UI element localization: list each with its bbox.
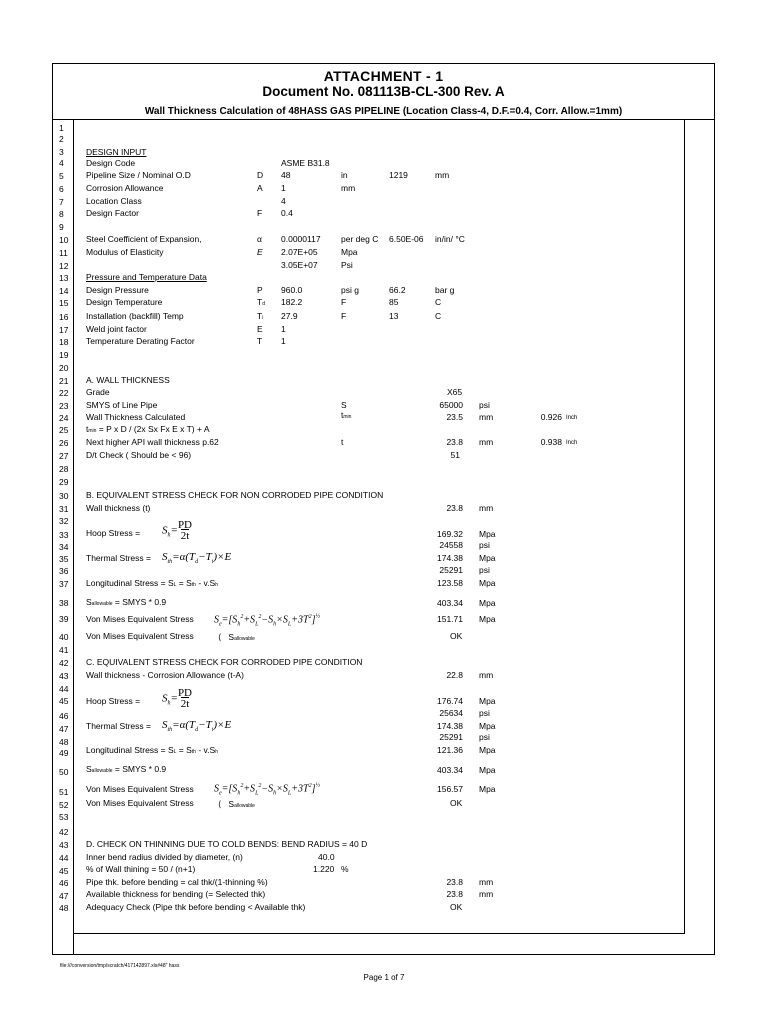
pipe-thk-label: Pipe thk. before bending = cal thk/(1-thinning %) — [86, 877, 268, 887]
row-number: 25 — [59, 425, 69, 435]
row-number: 16 — [59, 312, 69, 322]
row-number: 37 — [59, 579, 69, 589]
row-number: 46 — [59, 711, 69, 721]
c-wall-value: 22.8 — [446, 670, 463, 680]
c-allowable-value: 403.34 — [437, 765, 463, 775]
wt-calc-label: Wall Thickness Calculated — [86, 412, 186, 422]
row-number: 24 — [59, 413, 69, 423]
b-thermal-formula: $S_{th}=\alpha(T_d-T_i)\times E$ — [162, 551, 232, 566]
install-temp-label: Installation (backfill) Temp — [86, 311, 184, 321]
pipe-size-mm: 1219 — [389, 170, 408, 180]
c-hoop-mpa-unit: Mpa — [479, 696, 496, 706]
row-number: 3 — [59, 147, 64, 157]
avail-thk-value: 23.8 — [446, 889, 463, 899]
next-api-symbol: t — [341, 437, 344, 447]
page-number: Page 1 of 7 — [363, 973, 405, 982]
thinning-unit: % — [341, 864, 349, 874]
b-hoop-label: Hoop Stress = — [86, 528, 141, 538]
b-longitudinal-unit: Mpa — [479, 578, 496, 588]
temperature-f-unit: F — [341, 297, 347, 307]
c-hoop-psi: 25634 — [439, 708, 463, 718]
section-c-heading: C. EQUIVALENT STRESS CHECK FOR CORRODED PIPE CONDITION — [86, 657, 363, 667]
pressure-barg: 66.2 — [389, 285, 406, 295]
smys-unit: psi — [479, 400, 490, 410]
row-number: 12 — [59, 261, 69, 271]
b-vonmises-unit: Mpa — [479, 614, 496, 624]
row-number: 48 — [59, 737, 69, 747]
b-vonmises-check-label: Von Mises Equivalent Stress — [86, 631, 194, 641]
row-number: 15 — [59, 298, 69, 308]
row-number: 29 — [59, 477, 69, 487]
dt-check-value: 51 — [450, 450, 460, 460]
b-allowable-label: Sallowable = SMYS * 0.9 — [86, 597, 167, 607]
row-number: 14 — [59, 286, 69, 296]
row-number: 30 — [59, 491, 69, 501]
steel-coef-value-2: 6.50E-06 — [389, 234, 424, 244]
b-vonmises-label: Von Mises Equivalent Stress — [86, 614, 194, 624]
row-number: 38 — [59, 598, 69, 608]
c-allowable-unit: Mpa — [479, 765, 496, 775]
row-number: 47 — [59, 724, 69, 734]
pressure-label: Design Pressure — [86, 285, 149, 295]
temperature-f: 182.2 — [281, 297, 303, 307]
wt-calc-value: 23.5 — [446, 412, 463, 422]
row-number: 46 — [59, 878, 69, 888]
b-hoop-formula: $S_h=PD$ 2t — [162, 519, 192, 542]
row-number: 8 — [59, 209, 64, 219]
row-number: 6 — [59, 184, 64, 194]
corrosion-unit: mm — [341, 183, 356, 193]
pipe-thk-value: 23.8 — [446, 877, 463, 887]
c-thermal-mpa: 174.38 — [437, 721, 463, 731]
steel-coef-symbol: α — [257, 234, 262, 244]
row-number: 44 — [59, 853, 69, 863]
temperature-c: 85 — [389, 297, 399, 307]
c-thermal-label: Thermal Stress = — [86, 721, 151, 731]
wt-calc-unit: mm — [479, 412, 494, 422]
b-hoop-mpa: 169.32 — [437, 529, 463, 539]
c-wall-label: Wall thickness - Corrosion Allowance (t-A) — [86, 670, 244, 680]
dt-check-label: D/t Check ( Should be < 96) — [86, 450, 192, 460]
row-number: 44 — [59, 684, 69, 694]
pipe-size-in: 48 — [281, 170, 291, 180]
c-vonmises-value: 156.57 — [437, 784, 463, 794]
row-number: 7 — [59, 197, 64, 207]
install-temp-symbol: Ti — [257, 311, 264, 321]
adequacy-label: Adequacy Check (Pipe thk before bending < Available thk) — [86, 902, 306, 912]
row-number: 10 — [59, 235, 69, 245]
c-hoop-formula: $S_h=PD$ 2t — [162, 687, 192, 710]
b-allowable-value: 403.34 — [437, 598, 463, 608]
b-thermal-mpa-unit: Mpa — [479, 553, 496, 563]
avail-thk-label: Available thickness for bending (= Selected thk) — [86, 889, 266, 899]
c-hoop-label: Hoop Stress = — [86, 696, 141, 706]
temperature-c-unit: C — [435, 297, 442, 307]
pressure-symbol: P — [257, 285, 263, 295]
row-number: 42 — [59, 827, 69, 837]
next-api-value: 23.8 — [446, 437, 463, 447]
steel-coef-unit-2: in/in/ °C — [435, 234, 465, 244]
row-number: 26 — [59, 438, 69, 448]
inner-bend-label: Inner bend radius divided by diameter, (n) — [86, 852, 243, 862]
corrosion-label: Corrosion Allowance — [86, 183, 164, 193]
pt-heading: Pressure and Temperature Data — [86, 272, 207, 282]
attachment-title: ATTACHMENT - 1 — [323, 68, 444, 84]
b-longitudinal-label: Longitudinal Stress = SL = Sth - v.Sh — [86, 578, 218, 588]
next-api-inch: 0.938 — [540, 437, 562, 447]
row-number: 40 — [59, 632, 69, 642]
b-hoop-psi: 24558 — [439, 540, 463, 550]
smys-value: 65000 — [439, 400, 463, 410]
inner-bend-value: 40.0 — [318, 852, 335, 862]
wt-formula: tmin = P x D / (2x Sx Fx E x T) + A — [86, 424, 210, 434]
row-number: 48 — [59, 903, 69, 913]
b-thermal-mpa: 174.38 — [437, 553, 463, 563]
row-number: 21 — [59, 376, 69, 386]
row-number: 31 — [59, 504, 69, 514]
b-thermal-psi: 25291 — [439, 565, 463, 575]
row-number: 17 — [59, 325, 69, 335]
wt-calc-inch-unit: Inch — [566, 415, 578, 421]
pipe-size-in-unit: in — [341, 170, 348, 180]
row-number: 36 — [59, 566, 69, 576]
c-hoop-mpa: 176.74 — [437, 696, 463, 706]
b-hoop-mpa-unit: Mpa — [479, 529, 496, 539]
pipe-size-label: Pipeline Size / Nominal O.D — [86, 170, 191, 180]
c-thermal-psi: 25291 — [439, 732, 463, 742]
derating-label: Temperature Derating Factor — [86, 336, 195, 346]
b-wall-unit: mm — [479, 503, 494, 513]
c-vonmises-check-compare: ⟨ Sallowable — [218, 799, 255, 809]
row-number: 47 — [59, 891, 69, 901]
c-longitudinal-label: Longitudinal Stress = SL = Sth - v.Sh — [86, 745, 218, 755]
row-number: 20 — [59, 363, 69, 373]
design-code-value: ASME B31.8 — [281, 158, 330, 168]
row-number: 42 — [59, 658, 69, 668]
thinning-value: 1.220 — [313, 864, 335, 874]
thinning-label: % of Wall thining = 50 / (n+1) — [86, 864, 196, 874]
document-number: Document No. 081113B-CL-300 Rev. A — [262, 84, 505, 99]
row-number: 5 — [59, 171, 64, 181]
location-class-value: 4 — [281, 196, 286, 206]
modulus-mpa-unit: Mpa — [341, 247, 358, 257]
corrosion-value: 1 — [281, 183, 286, 193]
c-vonmises-label: Von Mises Equivalent Stress — [86, 784, 194, 794]
row-number: 45 — [59, 866, 69, 876]
b-hoop-psi-unit: psi — [479, 540, 490, 550]
weld-label: Weld joint factor — [86, 324, 147, 334]
wt-calc-inch: 0.926 — [540, 412, 562, 422]
c-vonmises-check-label: Von Mises Equivalent Stress — [86, 798, 194, 808]
b-thermal-psi-unit: psi — [479, 565, 490, 575]
b-wall-label: Wall thickness (t) — [86, 503, 151, 513]
temperature-symbol: Td — [257, 297, 265, 307]
row-number: 43 — [59, 671, 69, 681]
row-number: 11 — [59, 248, 68, 258]
row-number: 39 — [59, 614, 69, 624]
adequacy-value: OK — [450, 902, 463, 912]
next-api-inch-unit: Inch — [566, 440, 578, 446]
modulus-symbol: E — [257, 247, 263, 257]
design-code-label: Design Code — [86, 158, 136, 168]
c-vonmises-formula: $S_e=[S_h^2+S_L^2-S_h\times S_L+3T^2]^{\frac{1}{2}}$ — [214, 783, 320, 797]
c-thermal-mpa-unit: Mpa — [479, 721, 496, 731]
next-api-label: Next higher API wall thickness p.62 — [86, 437, 219, 447]
row-number: 19 — [59, 350, 69, 360]
row-number: 18 — [59, 337, 69, 347]
row-number: 32 — [59, 516, 69, 526]
modulus-psi-unit: Psi — [341, 260, 353, 270]
section-b-heading: B. EQUIVALENT STRESS CHECK FOR NON CORRODED PIPE CONDITION — [86, 490, 384, 500]
install-temp-f-unit: F — [341, 311, 347, 321]
smys-symbol: S — [341, 400, 347, 410]
section-a-heading: A. WALL THICKNESS — [86, 375, 170, 385]
row-number: 53 — [59, 812, 69, 822]
location-class-label: Location Class — [86, 196, 142, 206]
c-thermal-formula: $S_{th}=\alpha(T_d-T_i)\times E$ — [162, 719, 232, 734]
b-vonmises-formula: $S_e=[S_h^2+S_L^2-S_h\times S_L+3T^2]^{\frac{1}{2}}$ — [214, 614, 320, 628]
section-d-heading: D. CHECK ON THINNING DUE TO COLD BENDS: BEND RADIUS = 40 D — [86, 839, 368, 849]
design-factor-value: 0.4 — [281, 208, 293, 218]
row-number: 27 — [59, 451, 69, 461]
row-number: 28 — [59, 464, 69, 474]
steel-coef-unit: per deg C — [341, 234, 379, 244]
modulus-label: Modulus of Elasticity — [86, 247, 164, 257]
grade-label: Grade — [86, 387, 110, 397]
file-path: file:///conversion/tmp/scratch/417142897.xls#48" hass — [60, 963, 180, 969]
calculation-title: Wall Thickness Calculation of 48HASS GAS PIPELINE (Location Class-4, D.F.=0.4, Corr. Allow.=1mm) — [144, 106, 623, 117]
weld-symbol: E — [257, 324, 263, 334]
pipe-thk-unit: mm — [479, 877, 494, 887]
row-number: 9 — [59, 222, 64, 232]
row-number-column — [53, 119, 74, 954]
next-api-unit: mm — [479, 437, 494, 447]
temperature-label: Design Temperature — [86, 297, 163, 307]
derating-value: 1 — [281, 336, 286, 346]
row-number: 34 — [59, 542, 69, 552]
c-wall-unit: mm — [479, 670, 494, 680]
b-vonmises-check-value: OK — [450, 631, 463, 641]
install-temp-c-unit: C — [435, 311, 442, 321]
row-number: 22 — [59, 388, 69, 398]
grade-value: X65 — [447, 387, 463, 397]
wt-calc-symbol: tmin — [341, 410, 352, 420]
row-number: 2 — [59, 134, 64, 144]
row-number: 50 — [59, 767, 69, 777]
c-vonmises-check-value: OK — [450, 798, 463, 808]
c-longitudinal-value: 121.36 — [437, 745, 463, 755]
c-longitudinal-unit: Mpa — [479, 745, 496, 755]
design-factor-label: Design Factor — [86, 208, 139, 218]
row-number: 41 — [59, 645, 69, 655]
pipe-size-mm-unit: mm — [435, 170, 450, 180]
row-number: 45 — [59, 696, 69, 706]
weld-value: 1 — [281, 324, 286, 334]
derating-symbol: T — [257, 336, 263, 346]
c-vonmises-unit: Mpa — [479, 784, 496, 794]
c-hoop-psi-unit: psi — [479, 708, 490, 718]
b-thermal-label: Thermal Stress = — [86, 553, 151, 563]
design-factor-symbol: F — [257, 208, 263, 218]
b-longitudinal-value: 123.58 — [437, 578, 463, 588]
row-number: 52 — [59, 800, 69, 810]
steel-coef-value: 0.0000117 — [281, 234, 321, 244]
pipe-size-symbol: D — [257, 170, 264, 180]
install-temp-c: 13 — [389, 311, 399, 321]
b-vonmises-value: 151.71 — [437, 614, 463, 624]
smys-label: SMYS of Line Pipe — [86, 400, 158, 410]
pressure-psig-unit: psi g — [341, 285, 359, 295]
steel-coef-label: Steel Coefficient of Expansion, — [86, 234, 202, 244]
row-number: 35 — [59, 554, 69, 564]
row-number: 23 — [59, 401, 69, 411]
row-number: 1 — [59, 123, 64, 133]
worksheet — [52, 63, 715, 955]
modulus-psi: 3.05E+07 — [281, 260, 318, 270]
title-band — [53, 64, 714, 120]
row-number: 43 — [59, 840, 69, 850]
row-number: 4 — [59, 158, 64, 168]
pressure-barg-unit: bar g — [435, 285, 455, 295]
install-temp-f: 27.9 — [281, 311, 298, 321]
c-allowable-label: Sallowable = SMYS * 0.9 — [86, 764, 167, 774]
pressure-psig: 960.0 — [281, 285, 303, 295]
avail-thk-unit: mm — [479, 889, 494, 899]
b-wall-value: 23.8 — [446, 503, 463, 513]
corrosion-symbol: A — [257, 183, 263, 193]
design-input-heading: DESIGN INPUT — [86, 147, 147, 157]
row-number: 51 — [59, 787, 69, 797]
c-thermal-psi-unit: psi — [479, 732, 490, 742]
modulus-mpa: 2.07E+05 — [281, 247, 318, 257]
row-number: 13 — [59, 273, 69, 283]
b-vonmises-check-compare: ⟨ Sallowable — [218, 632, 255, 642]
row-number: 33 — [59, 530, 69, 540]
row-number: 49 — [59, 748, 69, 758]
b-allowable-unit: Mpa — [479, 598, 496, 608]
